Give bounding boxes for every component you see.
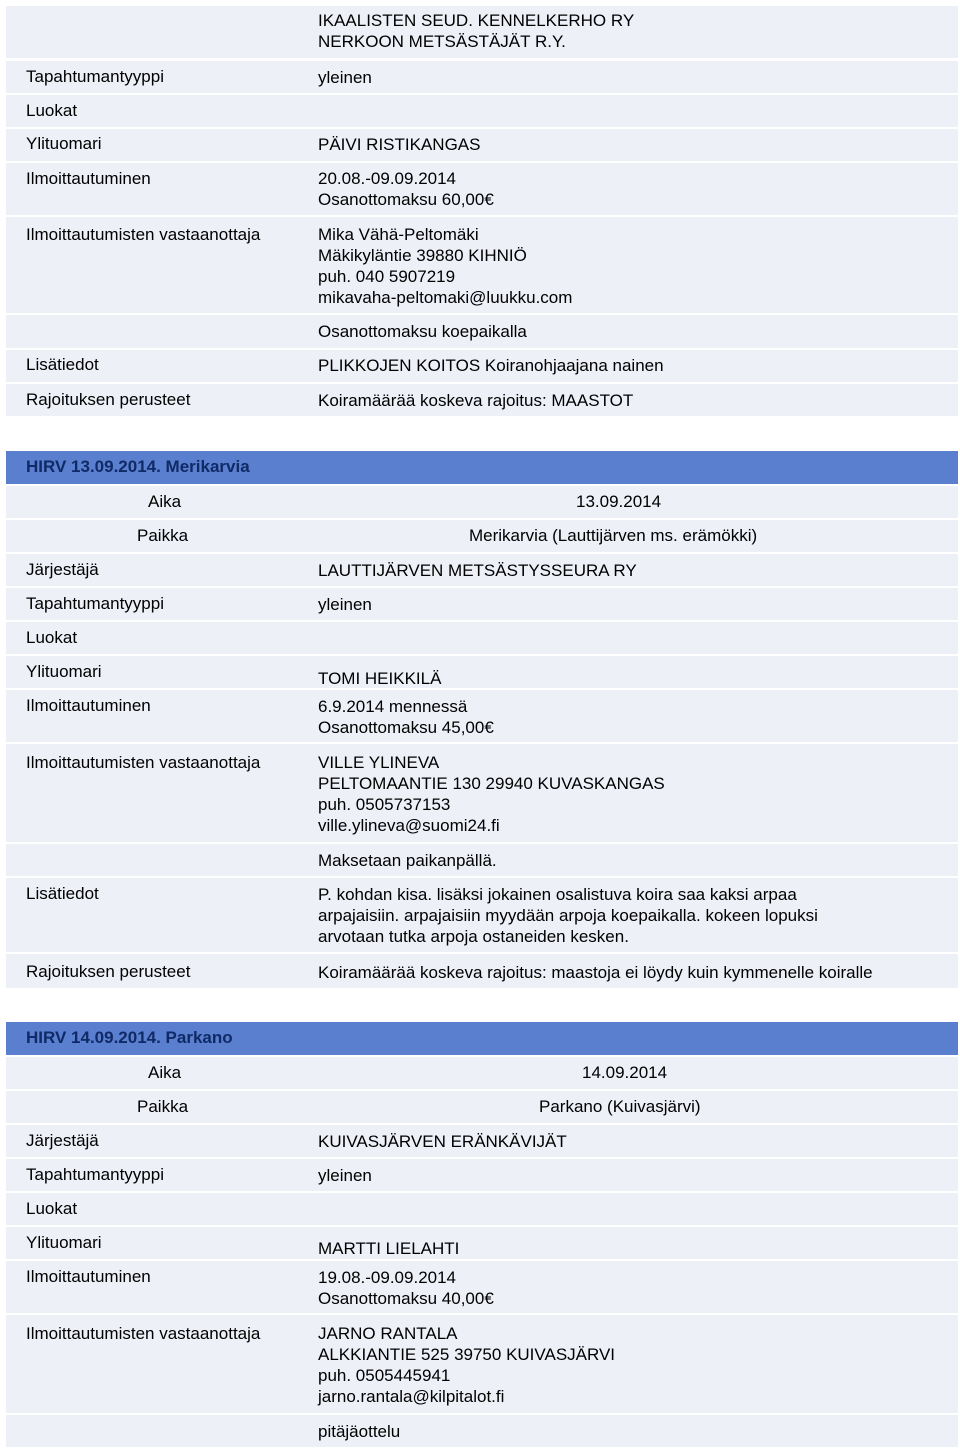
row-jarjestaja [6,6,958,58]
row-paikka [6,1091,958,1123]
label-ilmoittautuminen: Ilmoittautuminen [26,169,151,188]
row-jarjestaja [6,1125,958,1157]
jarjestaja-line: IKAALISTEN SEUD. KENNELKERHO RY [318,11,635,30]
label-aika: Aika [148,492,182,511]
row-ilmoittautuminen [6,163,958,215]
row-ylituomari [6,656,958,688]
row-rajoitus [6,384,958,416]
row-vastaanottaja [6,1315,958,1413]
row-maksu-note [6,315,958,348]
row-tapahtumantyyppi [6,61,958,93]
label-luokat: Luokat [26,1199,78,1218]
value-paikka: Merikarvia (Lauttijärven ms. erämökki) [469,526,758,545]
event-title: HIRV 13.09.2014. Merikarvia [26,457,250,476]
ilmoittautuminen-fee: Osanottomaksu 45,00€ [318,718,494,737]
event-header [6,1022,958,1055]
lisatiedot-line: arpajaisiin. arpajaisiin myydään arpoja koepaikalla. kokeen lopuksi [318,906,818,925]
label-rajoitus: Rajoituksen perusteet [26,390,191,409]
ilmoittautuminen-date: 19.08.-09.09.2014 [318,1268,457,1287]
label-rajoitus: Rajoituksen perusteet [26,962,191,981]
event-header [6,451,958,484]
label-ilmoittautuminen: Ilmoittautuminen [26,1267,151,1286]
value-ylituomari: PÄIVI RISTIKANGAS [318,135,481,154]
row-rajoitus [6,954,958,988]
value-aika: 14.09.2014 [582,1063,668,1082]
lisatiedot-line: P. kohdan kisa. lisäksi jokainen osalistuva koira saa kaksi arpaa [318,885,797,904]
value-tapahtumantyyppi: yleinen [318,68,372,87]
label-tapahtumantyyppi: Tapahtumantyyppi [26,594,164,613]
row-maksu-note [6,1415,958,1447]
value-tapahtumantyyppi: yleinen [318,595,372,614]
jarjestaja-line: NERKOON METSÄSTÄJÄT R.Y. [318,32,566,51]
label-lisatiedot: Lisätiedot [26,355,99,374]
label-ilmoittautuminen: Ilmoittautuminen [26,696,151,715]
row-ylituomari [6,1227,958,1259]
label-vastaanottaja: Ilmoittautumisten vastaanottaja [26,753,261,772]
label-vastaanottaja: Ilmoittautumisten vastaanottaja [26,1324,261,1343]
row-lisatiedot [6,878,958,952]
label-luokat: Luokat [26,101,78,120]
vastaanottaja-name: VILLE YLINEVA [318,753,440,772]
ilmoittautuminen-fee: Osanottomaksu 40,00€ [318,1289,494,1308]
vastaanottaja-name: JARNO RANTALA [318,1324,458,1343]
label-lisatiedot: Lisätiedot [26,884,99,903]
label-vastaanottaja: Ilmoittautumisten vastaanottaja [26,225,261,244]
row-paikka [6,520,958,552]
label-tapahtumantyyppi: Tapahtumantyyppi [26,1165,164,1184]
row-jarjestaja [6,554,958,586]
vastaanottaja-email: ville.ylineva@suomi24.fi [318,816,500,835]
value-ylituomari: MARTTI LIELAHTI [318,1239,460,1258]
row-aika [6,1057,958,1089]
ilmoittautuminen-date: 20.08.-09.09.2014 [318,169,457,188]
row-ylituomari [6,129,958,161]
row-tapahtumantyyppi [6,1159,958,1191]
label-tapahtumantyyppi: Tapahtumantyyppi [26,67,164,86]
vastaanottaja-address: Mäkikyläntie 39880 KIHNIÖ [318,246,527,265]
row-luokat [6,622,958,654]
vastaanottaja-phone: puh. 0505445941 [318,1366,451,1385]
row-tapahtumantyyppi [6,588,958,620]
value-jarjestaja: KUIVASJÄRVEN ERÄNKÄVIJÄT [318,1132,567,1151]
vastaanottaja-address: PELTOMAANTIE 130 29940 KUVASKANGAS [318,774,665,793]
row-luokat [6,1193,958,1225]
label-luokat: Luokat [26,628,78,647]
row-maksu-note [6,844,958,876]
vastaanottaja-address: ALKKIANTIE 525 39750 KUIVASJÄRVI [318,1345,616,1364]
lisatiedot-line: arvotaan tutka arpoja ostaneiden kesken. [318,927,629,946]
row-vastaanottaja [6,217,958,313]
value-ylituomari: TOMI HEIKKILÄ [318,669,442,688]
label-paikka: Paikka [137,526,189,545]
value-maksu-note: Osanottomaksu koepaikalla [318,322,527,341]
vastaanottaja-email: jarno.rantala@kilpitalot.fi [318,1387,505,1406]
vastaanottaja-name: Mika Vähä-Peltomäki [318,225,479,244]
label-ylituomari: Ylituomari [26,1233,102,1252]
value-lisatiedot: PLIKKOJEN KOITOS Koiranohjaajana nainen [318,356,664,375]
value-aika: 13.09.2014 [576,492,662,511]
value-rajoitus: Koiramäärää koskeva rajoitus: MAASTOT [318,391,634,410]
ilmoittautuminen-fee: Osanottomaksu 60,00€ [318,190,494,209]
vastaanottaja-email: mikavaha-peltomaki@luukku.com [318,288,573,307]
ilmoittautuminen-date: 6.9.2014 mennessä [318,697,468,716]
value-rajoitus: Koiramäärää koskeva rajoitus: maastoja ei löydy kuin kymmenelle koiralle [318,963,873,982]
value-paikka: Parkano (Kuivasjärvi) [539,1097,701,1116]
label-aika: Aika [148,1063,182,1082]
value-maksu-note: pitäjäottelu [318,1422,401,1441]
row-vastaanottaja [6,744,958,842]
vastaanottaja-phone: puh. 040 5907219 [318,267,456,286]
row-ilmoittautuminen [6,1261,958,1313]
row-ilmoittautuminen [6,690,958,742]
value-tapahtumantyyppi: yleinen [318,1166,372,1185]
row-lisatiedot [6,350,958,382]
label-ylituomari: Ylituomari [26,662,102,681]
label-ylituomari: Ylituomari [26,134,102,153]
event-title: HIRV 14.09.2014. Parkano [26,1028,233,1047]
vastaanottaja-phone: puh. 0505737153 [318,795,451,814]
row-aika [6,486,958,518]
label-jarjestaja: Järjestäjä [26,1131,99,1150]
value-jarjestaja: LAUTTIJÄRVEN METSÄSTYSSEURA RY [318,561,637,580]
label-paikka: Paikka [137,1097,189,1116]
row-luokat [6,95,958,127]
value-maksu-note: Maksetaan paikanpällä. [318,851,497,870]
label-jarjestaja: Järjestäjä [26,560,99,579]
